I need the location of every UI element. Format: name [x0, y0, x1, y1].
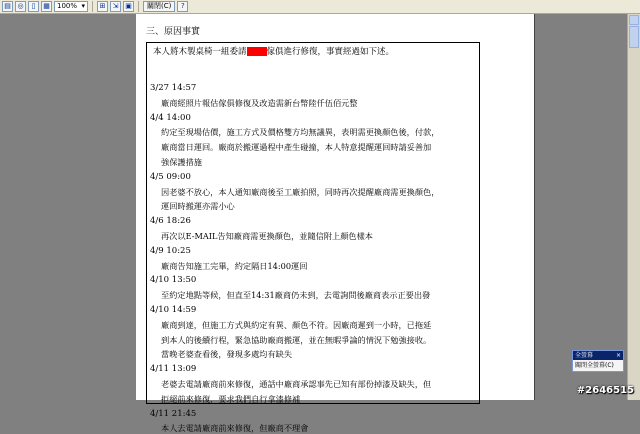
zoom-select[interactable]	[54, 1, 88, 12]
facts-box	[146, 42, 480, 434]
entry-text: 強保護措施	[161, 157, 202, 167]
vertical-scrollbar[interactable]	[627, 14, 640, 400]
toolbar-divider	[92, 1, 93, 12]
watermark: #2646515	[576, 385, 634, 396]
entry-text: 運回時搬運亦需小心	[161, 201, 235, 212]
print-icon[interactable]: ▤	[2, 1, 13, 12]
redaction-mark	[247, 47, 267, 56]
one-page-icon[interactable]: ▯	[28, 1, 39, 12]
entry-timestamp: 4/4 14:00	[150, 112, 191, 123]
close-preview-button[interactable]: 關閉(C)	[143, 1, 175, 12]
intro-line	[153, 45, 394, 57]
entry-text: 因老婆不放心，本人通知廠商後至工廠拍照，同時再次提醒廠商需更換顏色，	[161, 186, 440, 197]
entry-timestamp: 4/11 13:09	[150, 364, 197, 375]
ruler-icon[interactable]: ⊞	[97, 1, 108, 12]
scroll-thumb[interactable]	[629, 26, 639, 48]
full-screen-toolbar	[572, 350, 624, 372]
help-icon[interactable]: ?	[177, 1, 188, 12]
entry-text: 本人去電請廠商前來修復，但廠商不理會	[161, 423, 309, 434]
entry-text: 當晚老婆查看後，發現多處均有缺失	[161, 349, 293, 360]
entry-timestamp: 4/10 13:50	[150, 275, 197, 286]
magnifier-icon[interactable]: ◎	[15, 1, 26, 12]
chevron-down-icon: ▾	[81, 2, 85, 10]
entry-timestamp: 4/6 18:26	[150, 216, 191, 227]
intro-prefix: 本人將木製桌椅一組委請	[153, 47, 247, 57]
shrink-to-fit-icon[interactable]: ⇲	[110, 1, 121, 12]
entry-timestamp: 4/11 21:45	[150, 408, 197, 419]
entry-timestamp: 3/27 14:57	[150, 83, 197, 93]
entry-timestamp: 4/5 09:00	[150, 171, 191, 182]
full-screen-toolbar-title	[573, 351, 623, 360]
entry-text: 廠商到達，但施工方式與約定有異、顏色不符。因廠商遲到一小時，已拖延	[161, 319, 432, 330]
mini-title-text: 全螢幕	[575, 352, 594, 359]
entry-timestamp: 4/9 10:25	[150, 245, 191, 256]
entry-text: 廠商經照片報估傢俱修復及改造需新台幣陸仟伍佰元整	[161, 97, 358, 108]
entry-text: 老婆去電請廠商前來修復，通話中廠商承認事先已知有部份掉漆及缺失，但	[161, 379, 432, 389]
entry-text: 廠商當日運回。廠商於搬運過程中產生碰撞，本人特意提醒運回時請妥善加	[161, 142, 432, 153]
entry-timestamp: 4/10 14:59	[150, 305, 197, 315]
entry-text: 廠商告知施工完畢，約定隔日14:00運回	[161, 260, 308, 271]
entry-text: 再次以E-MAIL告知廠商需更換顏色，並隨信附上顏色樣本	[161, 231, 373, 241]
print-preview-toolbar	[0, 0, 640, 14]
entry-text: 拒絕前來修復，要求我們自行拿漆修補	[161, 393, 301, 404]
close-icon[interactable]: ×	[615, 352, 621, 359]
multiple-pages-icon[interactable]: ▦	[41, 1, 52, 12]
scroll-up-arrow[interactable]	[629, 15, 639, 25]
close-full-screen-button[interactable]: 關閉全螢幕(C)	[573, 360, 623, 371]
zoom-value: 100%	[57, 2, 78, 10]
document-page	[136, 14, 534, 434]
intro-suffix: 傢俱進行修復，事實經過如下述。	[266, 47, 395, 57]
entry-text: 約定至現場估價，施工方式及價格雙方均無議異，表明需更換顏色後，付款，	[161, 127, 440, 138]
section-heading: 三、原因事實	[146, 27, 201, 37]
entry-text: 至約定地點等候，但直至14:31廠商仍未到，去電詢問後廠商表示正要出發	[161, 290, 431, 301]
full-screen-icon[interactable]: ▣	[123, 1, 134, 12]
entry-text: 到本人的後續行程，緊急協助廠商搬運，並在無暇爭論的情況下勉強接收。	[161, 334, 432, 345]
toolbar-divider	[138, 1, 139, 12]
